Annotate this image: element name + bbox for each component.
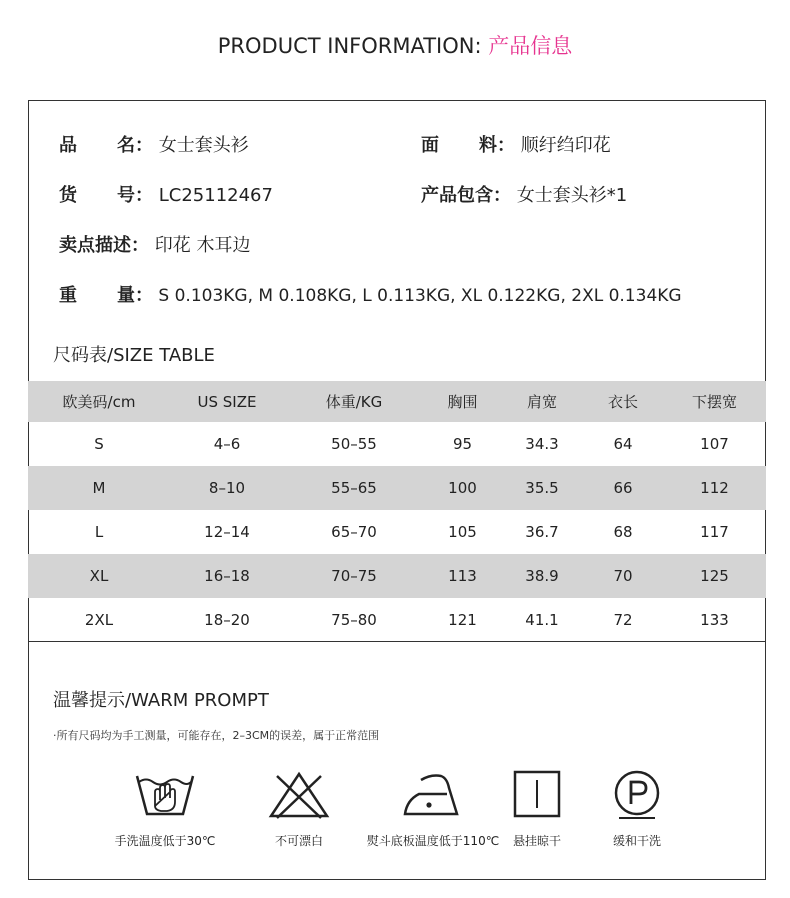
table-cell: L	[94, 523, 104, 541]
table-cell: 95	[452, 435, 473, 453]
info-item-label-b: 号：	[117, 185, 153, 206]
info-fabric-label-b: 料：	[479, 135, 515, 156]
table-cell: 18–20	[204, 611, 250, 629]
header-title-cn: 产品信息	[488, 34, 573, 58]
info-weight-value: S 0.103KG, M 0.108KG, L 0.113KG, XL 0.122KG, 2XL 0.134KG	[158, 286, 682, 306]
col-weight: 体重/KG	[325, 393, 383, 411]
info-selling-value: 印花 木耳边	[154, 235, 251, 256]
table-cell: 117	[700, 523, 729, 541]
table-cell: 8–10	[208, 479, 246, 497]
hand-wash-icon	[133, 770, 197, 820]
table-cell: 65–70	[331, 523, 377, 541]
dry-clean-p-icon	[605, 770, 669, 820]
table-cell: 55–65	[331, 479, 377, 497]
table-cell: 113	[448, 567, 477, 585]
table-cell: 105	[448, 523, 477, 541]
table-cell: 107	[700, 435, 729, 453]
iron-icon	[401, 770, 465, 820]
table-cell: 68	[613, 523, 633, 541]
info-name-value: 女士套头衫	[158, 135, 249, 156]
table-cell: 125	[700, 567, 729, 585]
size-table	[28, 381, 766, 642]
care-item-hand-wash	[95, 770, 235, 849]
table-cell: 70–75	[331, 567, 377, 585]
care-label: 手洗温度低于30℃	[114, 834, 216, 848]
table-cell: 50–55	[331, 435, 377, 453]
info-item-row	[59, 181, 273, 207]
table-cell: 133	[700, 611, 729, 629]
info-item-label-a: 货	[59, 185, 77, 206]
product-info-panel	[28, 100, 766, 642]
info-name-row	[59, 131, 249, 157]
info-package-label: 产品包含：	[421, 185, 511, 206]
table-cell: 16–18	[204, 567, 250, 585]
info-package-value: 女士套头衫*1	[516, 185, 628, 206]
care-item-dry-clean	[567, 770, 707, 849]
table-cell: 41.1	[525, 611, 559, 629]
info-fabric-value: 顺纡绉印花	[520, 135, 611, 156]
info-fabric-row	[421, 131, 611, 157]
table-cell: 4–6	[213, 435, 241, 453]
info-weight-row	[59, 281, 682, 307]
col-chest: 胸围	[447, 393, 478, 411]
col-hem: 下摆宽	[691, 393, 737, 411]
table-cell: XL	[89, 567, 109, 585]
table-row	[28, 554, 766, 598]
warm-prompt-panel	[28, 641, 766, 880]
table-cell: 72	[613, 611, 633, 629]
size-table-title: 尺码表/SIZE TABLE	[53, 345, 215, 366]
col-length: 衣长	[607, 393, 638, 411]
table-cell: 70	[613, 567, 633, 585]
care-label: 不可漂白	[274, 834, 323, 848]
table-cell: 38.9	[525, 567, 559, 585]
col-eu-size: 欧美码/cm	[62, 393, 136, 411]
info-fabric-label-a: 面	[421, 135, 439, 156]
no-bleach-icon	[267, 770, 331, 820]
table-cell: 34.3	[525, 435, 559, 453]
size-table-header-row	[28, 381, 766, 422]
info-name-label-a: 品	[59, 135, 77, 156]
table-cell: 75–80	[331, 611, 377, 629]
info-package-row	[421, 181, 627, 207]
table-cell: 100	[448, 479, 477, 497]
care-item-no-bleach	[229, 770, 369, 849]
measurement-note: ·所有尺码均为手工测量，可能存在，2–3CM的误差，属于正常范围	[53, 729, 380, 742]
warm-prompt-title: 温馨提示/WARM PROMPT	[53, 690, 269, 711]
table-cell: S	[94, 435, 104, 453]
header-title-en: PRODUCT INFORMATION:	[217, 34, 489, 58]
care-label: 悬挂晾干	[512, 834, 561, 848]
table-cell: 66	[613, 479, 633, 497]
care-label: 缓和干洗	[612, 834, 661, 848]
info-selling-label: 卖点描述：	[59, 235, 149, 256]
info-name-label-b: 名：	[117, 135, 153, 156]
table-row	[28, 510, 766, 554]
info-weight-label-b: 量：	[117, 285, 153, 306]
table-row	[28, 466, 766, 510]
page-header	[0, 30, 790, 60]
hang-dry-icon	[505, 770, 569, 820]
col-shoulder: 肩宽	[526, 393, 557, 411]
table-cell: M	[92, 479, 106, 497]
info-weight-label-a: 重	[59, 285, 77, 306]
table-cell: 36.7	[525, 523, 559, 541]
table-cell: 64	[613, 435, 633, 453]
table-row	[28, 422, 766, 466]
col-us-size: US SIZE	[197, 392, 257, 411]
table-cell: 12–14	[204, 523, 250, 541]
table-cell: 2XL	[84, 611, 114, 629]
info-selling-row	[59, 231, 250, 257]
table-cell: 35.5	[525, 479, 559, 497]
table-cell: 121	[448, 611, 477, 629]
table-row	[28, 598, 766, 642]
info-item-value: LC25112467	[158, 185, 273, 206]
table-cell: 112	[700, 479, 729, 497]
care-label: 熨斗底板温度低于110℃	[366, 834, 500, 848]
